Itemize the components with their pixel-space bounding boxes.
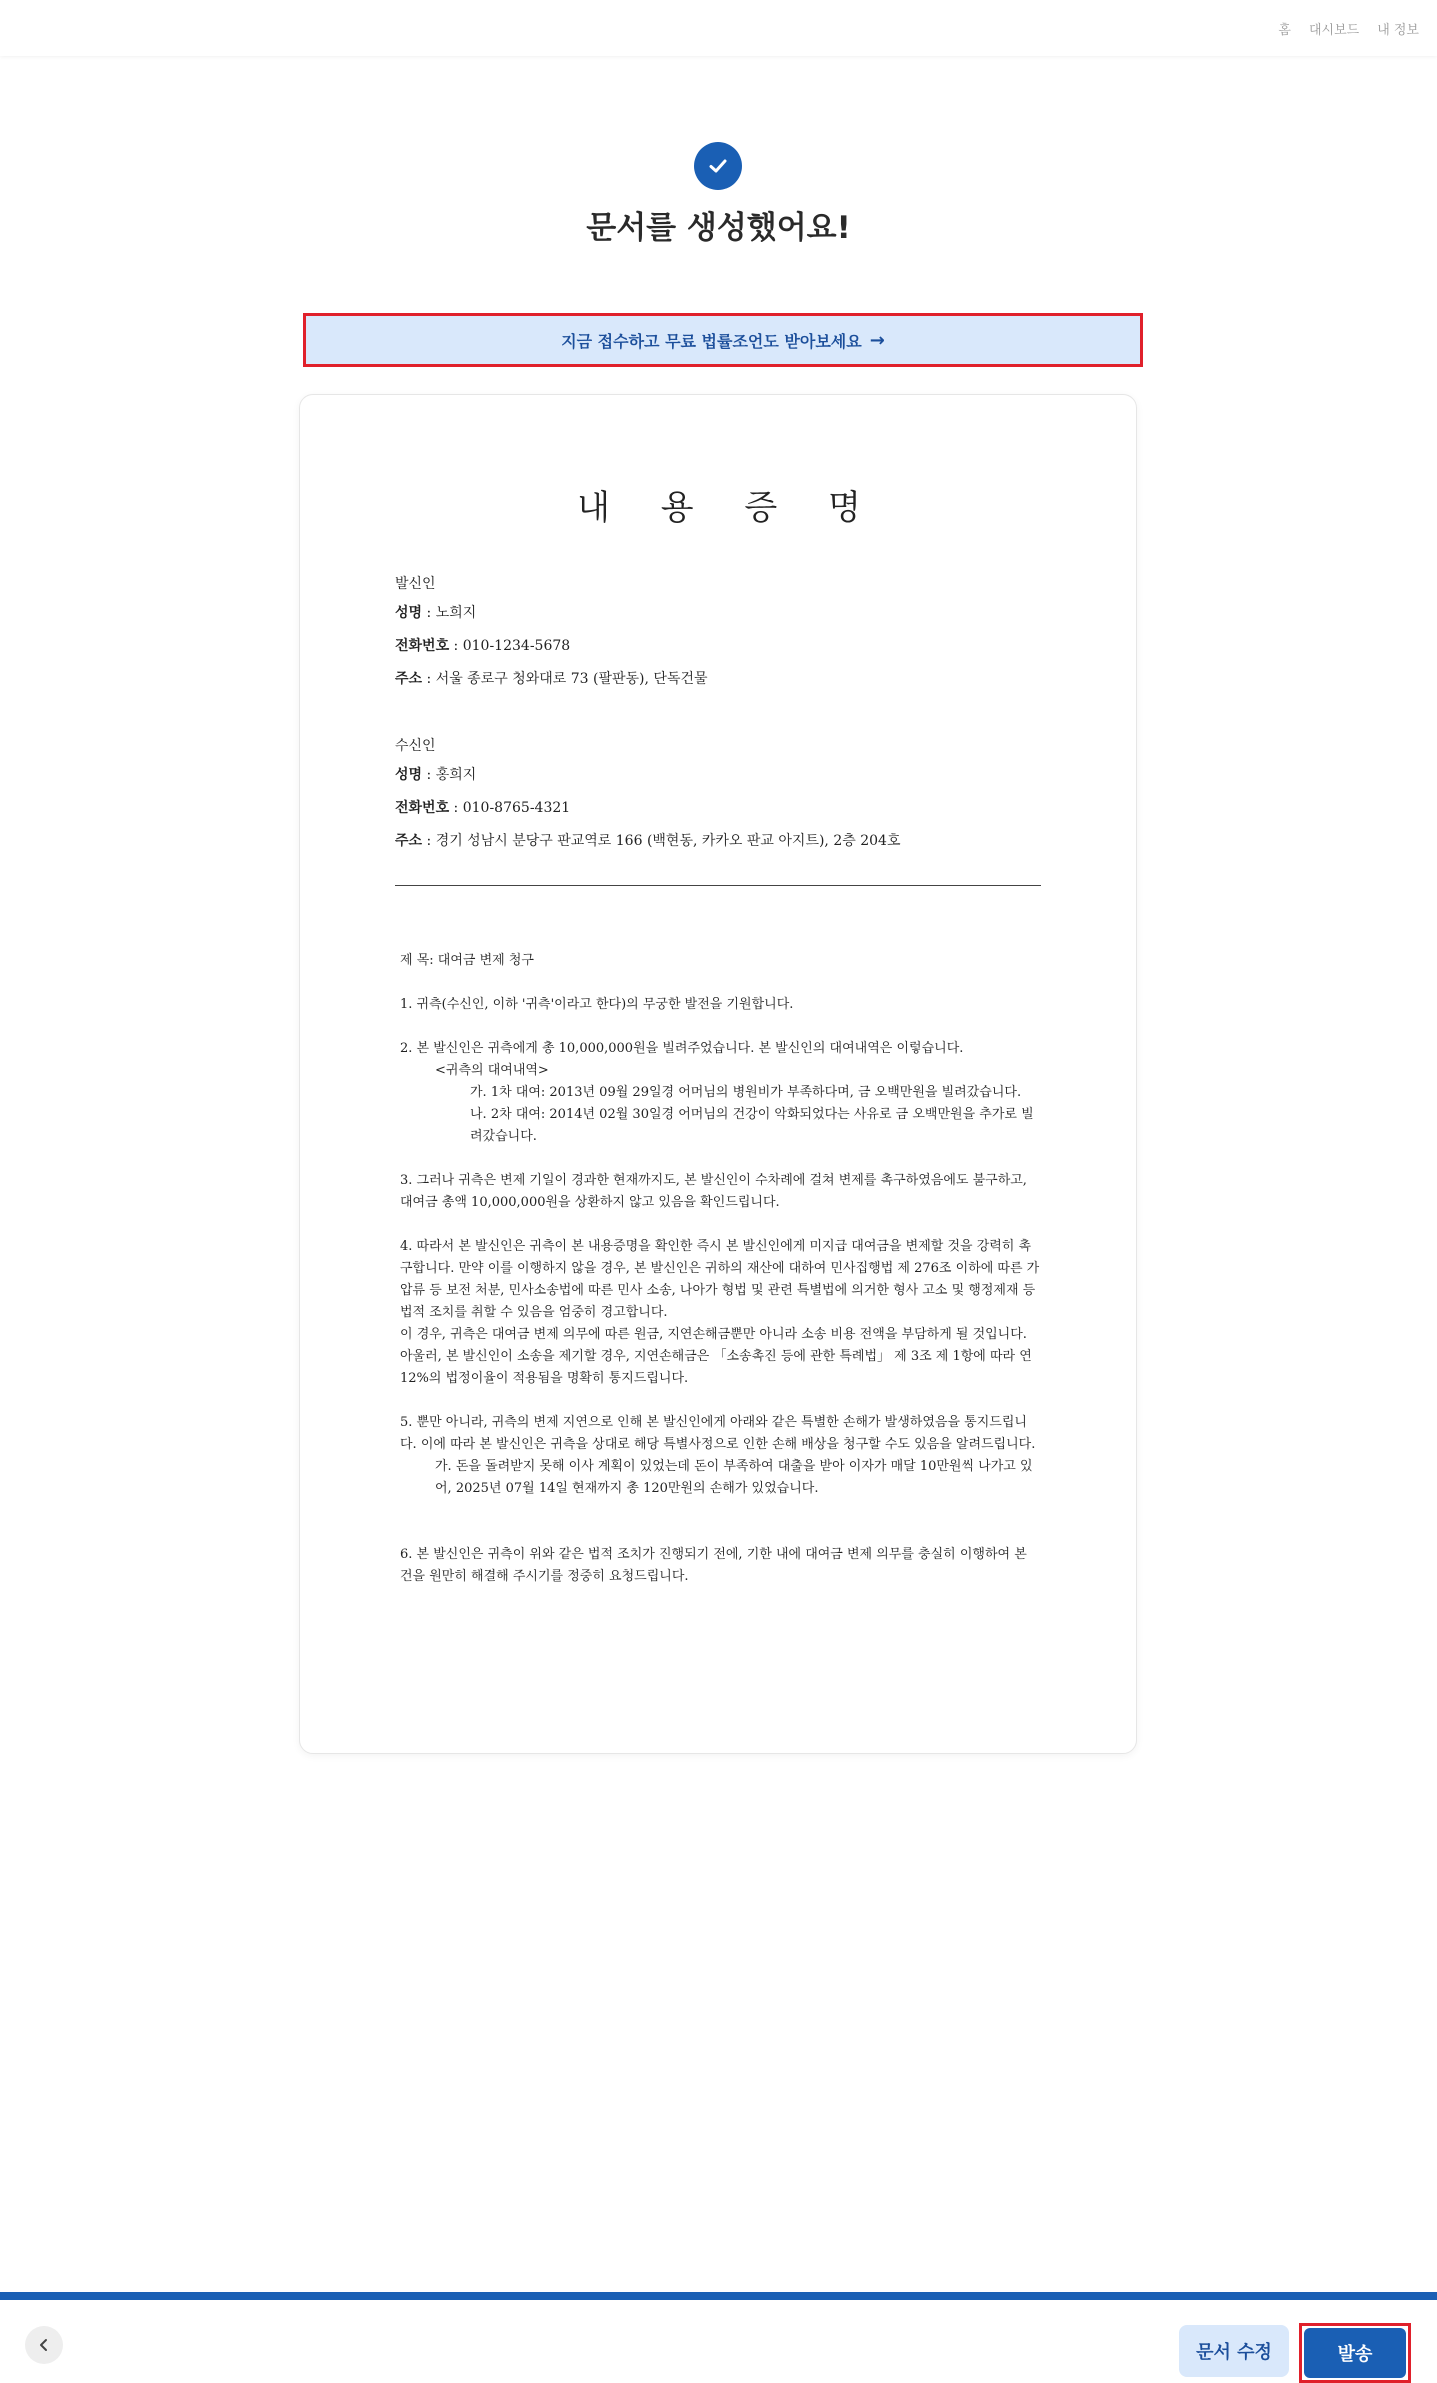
recipient-address-row: 주소 : 경기 성남시 분당구 판교역로 166 (백현동, 카카오 판교 아지트), 2층 204호 <box>395 833 901 849</box>
sender-name-label: 성명 <box>395 605 423 621</box>
sender-address-row: 주소 : 서울 종로구 청와대로 73 (팔판동), 단독건물 <box>395 671 708 687</box>
document-title: 내 용 증 명 <box>577 488 881 528</box>
recipient-name-label: 성명 <box>395 767 423 783</box>
chevron-left-icon <box>36 2337 52 2353</box>
bottom-action-bar <box>0 2292 1437 2380</box>
sender-address-label: 주소 <box>395 671 423 687</box>
recipient-phone: 010-8765-4321 <box>462 800 571 816</box>
document-divider <box>395 885 1041 886</box>
sender-phone-label: 전화번호 <box>395 638 450 654</box>
arrow-right-icon: → <box>869 329 885 351</box>
legal-advice-banner[interactable] <box>303 313 1143 367</box>
document-preview <box>299 394 1137 1754</box>
paragraph-4-continued: 이 경우, 귀측은 대여금 변제 의무에 따른 원금, 지연손해금뿐만 아니라 소송 비용 전액을 부담하게 될 것입니다. 아울러, 본 발신인이 소송을 제기할 경우, 지연손해금은 「소송촉진 등에 관한 특례법」 제 3조 제 1항에 따라 연 12%의 법정이율이 적용됨을 명확히 통지드립니다. <box>400 1327 1032 1386</box>
banner-text: 지금 접수하고 무료 법률조언도 받아보세요 <box>561 331 862 351</box>
recipient-phone-row: 전화번호 : 010-8765-4321 <box>395 800 571 816</box>
recipient-heading: 수신인 <box>395 738 436 754</box>
paragraph-3: 3. 그러나 귀측은 변제 기일이 경과한 현재까지도, 본 발신인이 수차례에 걸쳐 변제를 촉구하였음에도 불구하고, 대여금 총액 10,000,000원을 상환하지 않고 있음을 확인드립니다. <box>400 1173 1027 1210</box>
sender-phone-row: 전화번호 : 010-1234-5678 <box>395 638 571 654</box>
success-check-icon <box>694 142 742 190</box>
sender-address: 서울 종로구 청와대로 73 (팔판동), 단독건물 <box>435 671 708 687</box>
paragraph-5-item-a: 가. 돈을 돌려받지 못해 이사 계획이 있었는데 돈이 부족하여 대출을 받아 이자가 매달 10만원씩 나가고 있어, 2025년 07월 14일 현재까지 총 120만원의 손해가 있었습니다. <box>435 1459 1033 1496</box>
paragraph-2-item-a: 가. 1차 대여: 2013년 09월 29일경 어머님의 병원비가 부족하다며, 금 오백만원을 빌려갔습니다. <box>470 1085 1022 1100</box>
sender-name: 노희지 <box>435 605 477 621</box>
recipient-name: 홍희지 <box>435 767 477 783</box>
document-subject: 제 목: 대여금 변제 청구 <box>400 953 534 968</box>
sender-name-row: 성명 : 노희지 <box>395 605 477 621</box>
nav-dashboard-link[interactable]: 대시보드 <box>1308 23 1360 38</box>
paragraph-2-subheading: <귀측의 대여내역> <box>435 1063 549 1078</box>
nav-home-link[interactable]: 홈 <box>1278 23 1291 38</box>
sender-phone: 010-1234-5678 <box>462 638 571 654</box>
topnav-links <box>1278 19 1419 38</box>
checkmark-icon <box>706 154 730 178</box>
recipient-phone-label: 전화번호 <box>395 800 450 816</box>
nav-my-info-link[interactable]: 내 정보 <box>1377 23 1419 38</box>
recipient-block <box>395 735 900 863</box>
sender-block <box>395 573 708 701</box>
paragraph-1: 1. 귀측(수신인, 이하 '귀측'이라고 한다)의 무궁한 발전을 기원합니다. <box>400 997 794 1012</box>
paragraph-6: 6. 본 발신인은 귀측이 위와 같은 법적 조치가 진행되기 전에, 기한 내에 대여금 변제 의무를 충실히 이행하여 본 건을 원만히 해결해 주시기를 정중히 요청드립니다. <box>400 1547 1027 1584</box>
paragraph-2-item-b: 나. 2차 대여: 2014년 02월 30일경 어머님의 건강이 악화되었다는 사유로 금 오백만원을 추가로 빌려갔습니다. <box>470 1107 1034 1144</box>
send-button-highlight[interactable] <box>1299 2323 1411 2383</box>
send-button[interactable]: 발송 <box>1304 2328 1406 2378</box>
edit-document-button[interactable]: 문서 수정 <box>1179 2325 1289 2377</box>
recipient-address: 경기 성남시 분당구 판교역로 166 (백현동, 카카오 판교 아지트), 2층 204호 <box>435 833 901 849</box>
paragraph-4: 4. 따라서 본 발신인은 귀측이 본 내용증명을 확인한 즉시 본 발신인에게 미지급 대여금을 변제할 것을 강력히 촉구합니다. 만약 이를 이행하지 않을 경우, 본 발신인은 귀하의 재산에 대하여 민사집행법 제 276조 이하에 따른 가압류 등 보전 처분, 민사소송법에 따른 민사 소송, 나아가 형법 및 관련 특별법에 의거한 형사 고소 및 행정제재 등 법적 조치를 취할 수 있음을 엄중히 경고합니다. <box>400 1239 1040 1320</box>
back-button[interactable] <box>25 2326 63 2364</box>
recipient-address-label: 주소 <box>395 833 423 849</box>
paragraph-5: 5. 뿐만 아니라, 귀측의 변제 지연으로 인해 본 발신인에게 아래와 같은 특별한 손해가 발생하였음을 통지드립니다. 이에 따라 본 발신인은 귀측을 상대로 해당 특별사정으로 인한 손해 배상을 청구할 수도 있음을 알려드립니다. <box>400 1415 1036 1452</box>
top-navigation <box>0 0 1437 56</box>
sender-heading: 발신인 <box>395 576 436 592</box>
paragraph-2: 2. 본 발신인은 귀측에게 총 10,000,000원을 빌려주었습니다. 본 발신인의 대여내역은 이렇습니다. <box>400 1041 964 1056</box>
document-body <box>400 950 1040 1588</box>
page-headline: 문서를 생성했어요! <box>586 210 851 246</box>
recipient-name-row: 성명 : 홍희지 <box>395 767 477 783</box>
